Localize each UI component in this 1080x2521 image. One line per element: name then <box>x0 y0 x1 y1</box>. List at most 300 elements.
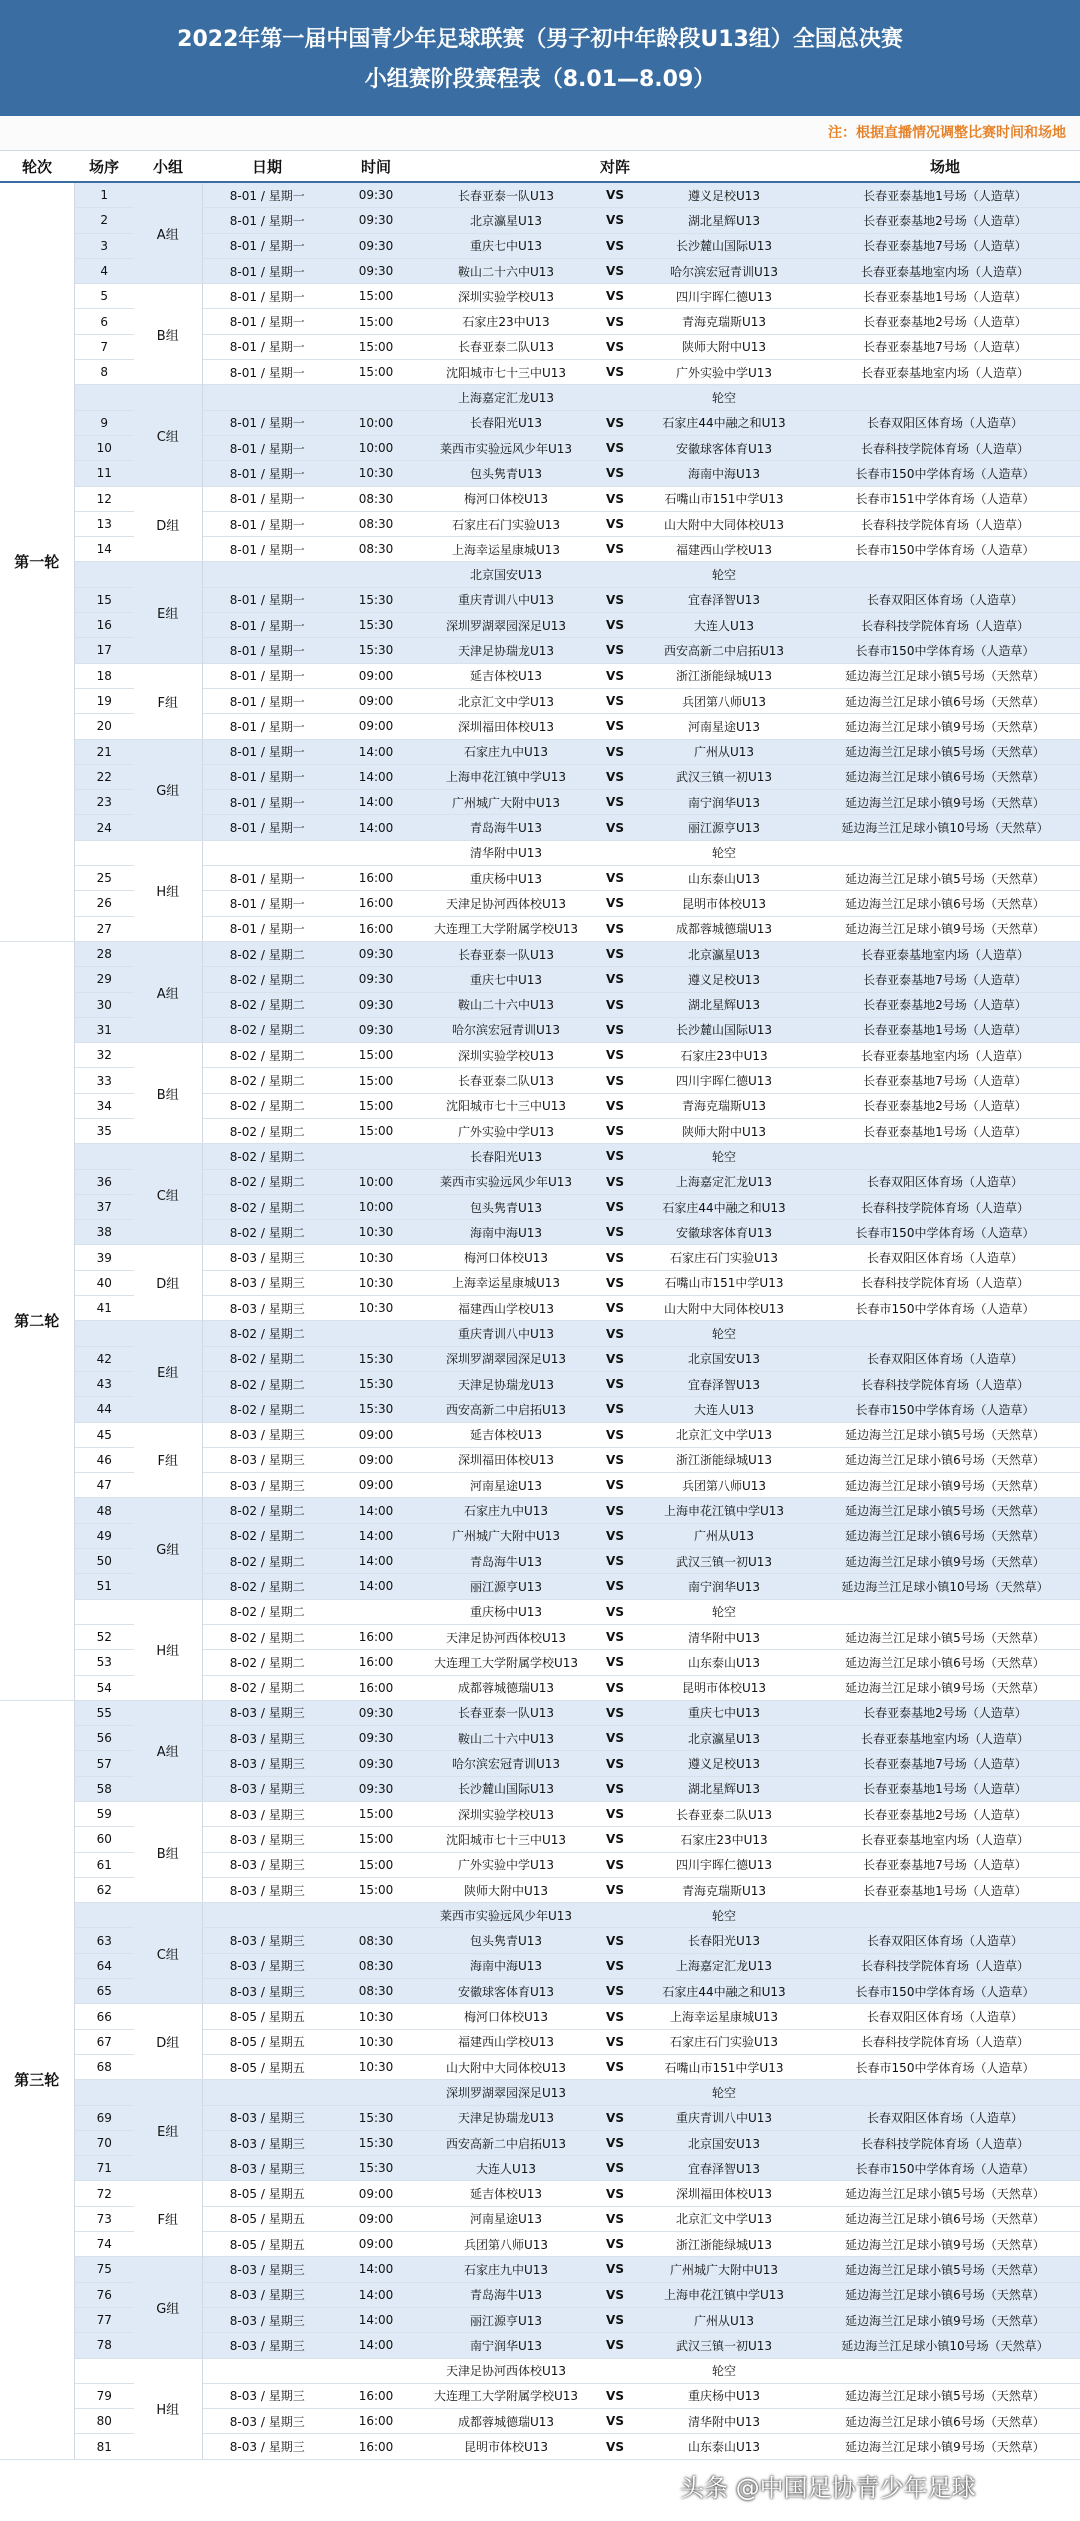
group-label: C组 <box>134 1144 202 1245</box>
match-date: 8-01 / 星期一 <box>202 360 332 385</box>
match-time: 09:00 <box>332 1473 420 1498</box>
match-date: 8-03 / 星期三 <box>202 1877 332 1902</box>
table-row <box>0 1245 1080 1270</box>
away-team: 上海嘉定汇龙U13 <box>638 1169 810 1194</box>
match-date: 8-01 / 星期一 <box>202 334 332 359</box>
group-label: H组 <box>134 2358 202 2459</box>
home-team: 沈阳城市七十三中U13 <box>420 1093 592 1118</box>
vs-label: VS <box>592 511 638 536</box>
match-number: 22 <box>74 764 134 789</box>
vs-label: VS <box>592 1726 638 1751</box>
home-team: 鞍山二十六中U13 <box>420 1726 592 1751</box>
home-team: 陕师大附中U13 <box>420 1877 592 1902</box>
vs-label: VS <box>592 284 638 309</box>
away-team: 宜春泽智U13 <box>638 1371 810 1396</box>
venue: 长春亚泰基地7号场（人造草） <box>810 1852 1080 1877</box>
group-label: F组 <box>134 1422 202 1498</box>
home-team: 长沙麓山国际U13 <box>420 1776 592 1801</box>
match-time: 15:30 <box>332 587 420 612</box>
table-row <box>0 562 1080 587</box>
match-time: 09:30 <box>332 941 420 966</box>
table-row <box>0 182 1080 208</box>
match-time <box>332 2358 420 2383</box>
vs-label: VS <box>592 638 638 663</box>
away-team: 陕师大附中U13 <box>638 334 810 359</box>
match-time: 09:00 <box>332 2232 420 2257</box>
match-number <box>74 1903 134 1928</box>
venue: 延边海兰江足球小镇5号场（天然草） <box>810 1422 1080 1447</box>
away-team: 长沙麓山国际U13 <box>638 1017 810 1042</box>
match-date: 8-03 / 星期三 <box>202 1296 332 1321</box>
match-date: 8-01 / 星期一 <box>202 486 332 511</box>
match-number: 81 <box>74 2434 134 2459</box>
vs-label: VS <box>592 2333 638 2358</box>
venue: 长春亚泰基地室内场（人造草） <box>810 258 1080 283</box>
match-number: 57 <box>74 1751 134 1776</box>
home-team: 重庆杨中U13 <box>420 866 592 891</box>
match-date: 8-03 / 星期三 <box>202 2282 332 2307</box>
home-team: 广州城广大附中U13 <box>420 790 592 815</box>
match-time: 16:00 <box>332 1675 420 1700</box>
home-team: 安徽球客体育U13 <box>420 1979 592 2004</box>
vs-label: VS <box>592 2307 638 2332</box>
match-date: 8-02 / 星期二 <box>202 1118 332 1143</box>
away-team: 南宁润华U13 <box>638 790 810 815</box>
home-team: 天津足协瑞龙U13 <box>420 1371 592 1396</box>
col-header-date: 日期 <box>202 151 332 182</box>
venue: 长春亚泰基地7号场（人造草） <box>810 1751 1080 1776</box>
match-time: 15:30 <box>332 1371 420 1396</box>
match-date: 8-03 / 星期三 <box>202 2257 332 2282</box>
vs-label: VS <box>592 461 638 486</box>
match-number: 19 <box>74 688 134 713</box>
match-date: 8-05 / 星期五 <box>202 2029 332 2054</box>
venue: 长春双阳区体育场（人造草） <box>810 1169 1080 1194</box>
match-time: 16:00 <box>332 1650 420 1675</box>
away-team: 四川宇晖仁德U13 <box>638 1852 810 1877</box>
venue: 长春市150中学体育场（人造草） <box>810 1397 1080 1422</box>
table-row <box>0 840 1080 865</box>
match-time: 08:30 <box>332 537 420 562</box>
match-number: 17 <box>74 638 134 663</box>
title-line-1: 2022年第一届中国青少年足球联赛（男子初中年龄段U13组）全国总决赛 <box>177 27 903 52</box>
venue <box>810 1903 1080 1928</box>
match-time: 10:00 <box>332 1169 420 1194</box>
venue: 延边海兰江足球小镇6号场（天然草） <box>810 2409 1080 2434</box>
away-team: 海南中海U13 <box>638 461 810 486</box>
home-team: 石家庄九中U13 <box>420 2257 592 2282</box>
match-number <box>74 385 134 410</box>
match-number <box>74 2080 134 2105</box>
away-team: 轮空 <box>638 562 810 587</box>
away-team: 石嘴山市151中学U13 <box>638 1270 810 1295</box>
match-time: 15:30 <box>332 613 420 638</box>
match-number: 39 <box>74 1245 134 1270</box>
round-label: 第二轮 <box>0 941 74 1700</box>
venue: 延边海兰江足球小镇6号场（天然草） <box>810 688 1080 713</box>
home-team: 鞍山二十六中U13 <box>420 992 592 1017</box>
match-date: 8-01 / 星期一 <box>202 309 332 334</box>
match-date: 8-02 / 星期二 <box>202 1220 332 1245</box>
vs-label: VS <box>592 2383 638 2408</box>
vs-label: VS <box>592 1877 638 1902</box>
match-date: 8-03 / 星期三 <box>202 1245 332 1270</box>
vs-label: VS <box>592 1624 638 1649</box>
match-number: 66 <box>74 2004 134 2029</box>
away-team: 石家庄23中U13 <box>638 1827 810 1852</box>
vs-label: VS <box>592 537 638 562</box>
vs-label: VS <box>592 1321 638 1346</box>
venue: 延边海兰江足球小镇9号场（天然草） <box>810 2434 1080 2459</box>
vs-label: VS <box>592 1776 638 1801</box>
vs-label: VS <box>592 1017 638 1042</box>
venue: 长春亚泰基地1号场（人造草） <box>810 284 1080 309</box>
match-date: 8-02 / 星期二 <box>202 1346 332 1371</box>
vs-label: VS <box>592 2181 638 2206</box>
venue: 延边海兰江足球小镇5号场（天然草） <box>810 1624 1080 1649</box>
match-date <box>202 562 332 587</box>
away-team: 石家庄石门实验U13 <box>638 1245 810 1270</box>
match-time <box>332 1903 420 1928</box>
group-label: D组 <box>134 2004 202 2080</box>
away-team: 浙江浙能绿城U13 <box>638 663 810 688</box>
home-team: 大连理工大学附属学校U13 <box>420 1650 592 1675</box>
match-time: 15:00 <box>332 309 420 334</box>
venue <box>810 2358 1080 2383</box>
match-date: 8-02 / 星期二 <box>202 1624 332 1649</box>
match-date: 8-01 / 星期一 <box>202 866 332 891</box>
vs-label: VS <box>592 1194 638 1219</box>
venue: 延边海兰江足球小镇6号场（天然草） <box>810 2282 1080 2307</box>
away-team: 哈尔滨宏冠青训U13 <box>638 258 810 283</box>
table-row <box>0 1321 1080 1346</box>
match-time <box>332 1321 420 1346</box>
group-label: F组 <box>134 663 202 739</box>
match-time: 15:30 <box>332 1346 420 1371</box>
venue: 长春市150中学体育场（人造草） <box>810 2156 1080 2181</box>
home-team: 长春阳光U13 <box>420 410 592 435</box>
away-team: 广州从U13 <box>638 2307 810 2332</box>
match-time: 09:30 <box>332 1776 420 1801</box>
away-team: 上海幸运星康城U13 <box>638 2004 810 2029</box>
match-date: 8-01 / 星期一 <box>202 511 332 536</box>
away-team: 深圳福田体校U13 <box>638 2181 810 2206</box>
match-date: 8-02 / 星期二 <box>202 1144 332 1169</box>
away-team: 山东泰山U13 <box>638 866 810 891</box>
venue: 延边海兰江足球小镇9号场（天然草） <box>810 2307 1080 2332</box>
match-date: 8-03 / 星期三 <box>202 1928 332 1953</box>
venue: 长春双阳区体育场（人造草） <box>810 2004 1080 2029</box>
venue: 延边海兰江足球小镇5号场（天然草） <box>810 866 1080 891</box>
away-team: 轮空 <box>638 385 810 410</box>
match-date: 8-05 / 星期五 <box>202 2232 332 2257</box>
venue: 延边海兰江足球小镇6号场（天然草） <box>810 1523 1080 1548</box>
venue: 长春市150中学体育场（人造草） <box>810 638 1080 663</box>
home-team: 莱西市实验远风少年U13 <box>420 435 592 460</box>
away-team: 北京汇文中学U13 <box>638 1422 810 1447</box>
away-team: 清华附中U13 <box>638 1624 810 1649</box>
away-team: 上海申花江镇中学U13 <box>638 2282 810 2307</box>
match-time: 15:30 <box>332 2130 420 2155</box>
match-date: 8-01 / 星期一 <box>202 916 332 941</box>
venue: 长春亚泰基地室内场（人造草） <box>810 941 1080 966</box>
vs-label: VS <box>592 2105 638 2130</box>
vs-label: VS <box>592 2434 638 2459</box>
group-label: H组 <box>134 840 202 941</box>
venue: 长春科技学院体育场（人造草） <box>810 1371 1080 1396</box>
match-number: 24 <box>74 815 134 840</box>
match-time: 14:00 <box>332 1549 420 1574</box>
away-team: 青海克瑞斯U13 <box>638 1093 810 1118</box>
vs-label: VS <box>592 941 638 966</box>
title-banner <box>0 0 1080 116</box>
venue: 延边海兰江足球小镇9号场（天然草） <box>810 1549 1080 1574</box>
venue <box>810 562 1080 587</box>
match-number: 23 <box>74 790 134 815</box>
home-team: 北京汇文中学U13 <box>420 688 592 713</box>
match-date <box>202 2358 332 2383</box>
table-row <box>0 2004 1080 2029</box>
venue: 长春亚泰基地2号场（人造草） <box>810 208 1080 233</box>
home-team: 青岛海牛U13 <box>420 1549 592 1574</box>
match-date: 8-02 / 星期二 <box>202 1093 332 1118</box>
home-team: 延吉体校U13 <box>420 2181 592 2206</box>
away-team: 丽江源亨U13 <box>638 815 810 840</box>
match-number: 33 <box>74 1068 134 1093</box>
away-team: 武汉三镇一初U13 <box>638 2333 810 2358</box>
away-team: 遵义足校U13 <box>638 1751 810 1776</box>
match-number: 14 <box>74 537 134 562</box>
away-team: 山东泰山U13 <box>638 1650 810 1675</box>
home-team: 福建西山学校U13 <box>420 2029 592 2054</box>
match-date: 8-01 / 星期一 <box>202 284 332 309</box>
venue: 长春市150中学体育场（人造草） <box>810 1296 1080 1321</box>
venue: 长春亚泰基地7号场（人造草） <box>810 967 1080 992</box>
table-row <box>0 1802 1080 1827</box>
table-row <box>0 1043 1080 1068</box>
match-number: 70 <box>74 2130 134 2155</box>
home-team: 广外实验中学U13 <box>420 1852 592 1877</box>
vs-label: VS <box>592 2282 638 2307</box>
match-date: 8-01 / 星期一 <box>202 537 332 562</box>
away-team: 长春阳光U13 <box>638 1928 810 1953</box>
match-number: 50 <box>74 1549 134 1574</box>
match-date: 8-01 / 星期一 <box>202 815 332 840</box>
match-number: 43 <box>74 1371 134 1396</box>
match-date: 8-03 / 星期三 <box>202 2307 332 2332</box>
match-time <box>332 2080 420 2105</box>
vs-label: VS <box>592 790 638 815</box>
match-number: 31 <box>74 1017 134 1042</box>
match-number: 27 <box>74 916 134 941</box>
away-team: 轮空 <box>638 2080 810 2105</box>
home-team: 成都蓉城德瑞U13 <box>420 1675 592 1700</box>
vs-label: VS <box>592 1346 638 1371</box>
venue: 长春亚泰基地1号场（人造草） <box>810 182 1080 208</box>
vs-label: VS <box>592 2029 638 2054</box>
venue: 长春市150中学体育场（人造草） <box>810 537 1080 562</box>
match-number: 5 <box>74 284 134 309</box>
away-team: 石家庄44中融之和U13 <box>638 1979 810 2004</box>
match-time: 09:00 <box>332 2181 420 2206</box>
match-time: 14:00 <box>332 815 420 840</box>
venue: 延边海兰江足球小镇9号场（天然草） <box>810 1675 1080 1700</box>
vs-label: VS <box>592 1852 638 1877</box>
vs-label: VS <box>592 764 638 789</box>
match-number: 6 <box>74 309 134 334</box>
group-label: C组 <box>134 385 202 486</box>
home-team: 天津足协河西体校U13 <box>420 2358 592 2383</box>
match-time: 15:00 <box>332 1827 420 1852</box>
group-label: D组 <box>134 486 202 562</box>
match-date: 8-03 / 星期三 <box>202 1979 332 2004</box>
match-number: 67 <box>74 2029 134 2054</box>
match-number: 38 <box>74 1220 134 1245</box>
venue: 长春市150中学体育场（人造草） <box>810 1220 1080 1245</box>
match-time: 16:00 <box>332 1624 420 1649</box>
home-team: 深圳罗湖翠园深足U13 <box>420 1346 592 1371</box>
table-row <box>0 2181 1080 2206</box>
venue: 延边海兰江足球小镇5号场（天然草） <box>810 1498 1080 1523</box>
venue: 长春亚泰基地2号场（人造草） <box>810 1802 1080 1827</box>
group-label: G组 <box>134 739 202 840</box>
group-label: B组 <box>134 284 202 385</box>
match-time <box>332 562 420 587</box>
match-date: 8-05 / 星期五 <box>202 2206 332 2231</box>
vs-label: VS <box>592 1827 638 1852</box>
match-date: 8-02 / 星期二 <box>202 1017 332 1042</box>
away-team: 山东泰山U13 <box>638 2434 810 2459</box>
match-number: 75 <box>74 2257 134 2282</box>
match-date: 8-03 / 星期三 <box>202 1447 332 1472</box>
match-date: 8-03 / 星期三 <box>202 2105 332 2130</box>
vs-label: VS <box>592 1447 638 1472</box>
match-time: 14:00 <box>332 2333 420 2358</box>
vs-label: VS <box>592 587 638 612</box>
vs-label <box>592 562 638 587</box>
match-number: 15 <box>74 587 134 612</box>
table-row <box>0 385 1080 410</box>
home-team: 石家庄石门实验U13 <box>420 511 592 536</box>
match-time: 14:00 <box>332 1574 420 1599</box>
home-team: 延吉体校U13 <box>420 663 592 688</box>
match-number: 65 <box>74 1979 134 2004</box>
match-time: 09:30 <box>332 967 420 992</box>
table-row <box>0 2257 1080 2282</box>
home-team: 梅河口体校U13 <box>420 1245 592 1270</box>
venue: 延边海兰江足球小镇9号场（天然草） <box>810 714 1080 739</box>
venue: 长春亚泰基地2号场（人造草） <box>810 309 1080 334</box>
match-number: 45 <box>74 1422 134 1447</box>
vs-label: VS <box>592 2409 638 2434</box>
away-team: 广州从U13 <box>638 1523 810 1548</box>
match-date <box>202 840 332 865</box>
venue: 延边海兰江足球小镇10号场（天然草） <box>810 2333 1080 2358</box>
vs-label: VS <box>592 1068 638 1093</box>
vs-label: VS <box>592 1549 638 1574</box>
away-team: 南宁润华U13 <box>638 1574 810 1599</box>
away-team: 石家庄44中融之和U13 <box>638 1194 810 1219</box>
match-date: 8-02 / 星期二 <box>202 1169 332 1194</box>
vs-label: VS <box>592 663 638 688</box>
away-team: 福建西山学校U13 <box>638 537 810 562</box>
vs-label: VS <box>592 334 638 359</box>
match-date: 8-02 / 星期二 <box>202 1523 332 1548</box>
vs-label: VS <box>592 1220 638 1245</box>
home-team: 大连理工大学附属学校U13 <box>420 916 592 941</box>
match-date: 8-02 / 星期二 <box>202 992 332 1017</box>
venue: 长春市150中学体育场（人造草） <box>810 1979 1080 2004</box>
match-date: 8-01 / 星期一 <box>202 233 332 258</box>
away-team: 兵团第八师U13 <box>638 688 810 713</box>
table-row <box>0 1599 1080 1624</box>
home-team: 深圳实验学校U13 <box>420 284 592 309</box>
table-row <box>0 1700 1080 1725</box>
table-row <box>0 1144 1080 1169</box>
match-date <box>202 385 332 410</box>
venue: 长春亚泰基地2号场（人造草） <box>810 1093 1080 1118</box>
home-team: 天津足协瑞龙U13 <box>420 2105 592 2130</box>
away-team: 宜春泽智U13 <box>638 2156 810 2181</box>
vs-label: VS <box>592 1371 638 1396</box>
match-number: 2 <box>74 208 134 233</box>
away-team: 湖北星辉U13 <box>638 208 810 233</box>
match-number: 58 <box>74 1776 134 1801</box>
table-row <box>0 1422 1080 1447</box>
match-number: 71 <box>74 2156 134 2181</box>
away-team: 石家庄23中U13 <box>638 1043 810 1068</box>
vs-label: VS <box>592 258 638 283</box>
schedule-note: 注：根据直播情况调整比赛时间和场地 <box>0 116 1080 151</box>
venue: 延边海兰江足球小镇6号场（天然草） <box>810 764 1080 789</box>
vs-label <box>592 1903 638 1928</box>
vs-label <box>592 2358 638 2383</box>
match-time: 14:00 <box>332 2282 420 2307</box>
match-time: 10:30 <box>332 2004 420 2029</box>
match-date: 8-03 / 星期三 <box>202 2156 332 2181</box>
match-date: 8-03 / 星期三 <box>202 1802 332 1827</box>
match-time: 15:00 <box>332 1877 420 1902</box>
match-number <box>74 562 134 587</box>
home-team: 重庆青训八中U13 <box>420 587 592 612</box>
match-time: 09:00 <box>332 1422 420 1447</box>
table-header-row <box>0 151 1080 182</box>
group-label: H组 <box>134 1599 202 1700</box>
vs-label: VS <box>592 1296 638 1321</box>
home-team: 长春亚泰一队U13 <box>420 182 592 208</box>
home-team: 长春亚泰二队U13 <box>420 1068 592 1093</box>
match-number: 53 <box>74 1650 134 1675</box>
away-team: 四川宇晖仁德U13 <box>638 284 810 309</box>
match-date: 8-02 / 星期二 <box>202 1371 332 1396</box>
home-team: 长春亚泰一队U13 <box>420 1700 592 1725</box>
home-team: 北京国安U13 <box>420 562 592 587</box>
vs-label: VS <box>592 435 638 460</box>
venue: 长春科技学院体育场（人造草） <box>810 1194 1080 1219</box>
match-time: 09:30 <box>332 1726 420 1751</box>
vs-label: VS <box>592 1979 638 2004</box>
venue: 长春双阳区体育场（人造草） <box>810 1928 1080 1953</box>
home-team: 河南星途U13 <box>420 1473 592 1498</box>
match-number: 54 <box>74 1675 134 1700</box>
vs-label: VS <box>592 1599 638 1624</box>
match-date: 8-03 / 星期三 <box>202 1751 332 1776</box>
match-date: 8-01 / 星期一 <box>202 587 332 612</box>
match-number: 40 <box>74 1270 134 1295</box>
group-label: A组 <box>134 182 202 284</box>
match-number: 61 <box>74 1852 134 1877</box>
match-time: 10:30 <box>332 461 420 486</box>
